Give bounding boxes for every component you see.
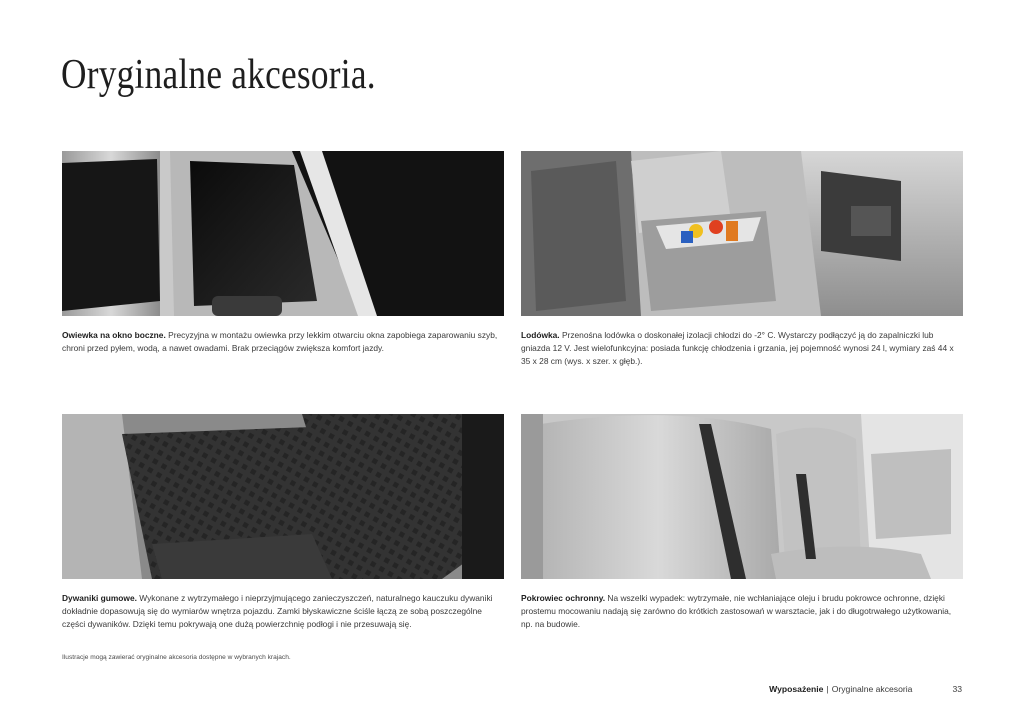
seat-covers-caption: [521, 592, 963, 631]
page-number: 33: [952, 684, 962, 694]
rubber-mats-heading: Dywaniki gumowe.: [62, 593, 137, 603]
window-deflector-text: Precyzyjna w montażu owiewka przy lekkim otwarciu okna zapobiega zaparowaniu szyb, chroni przed pyłem, wodą, a nawet owadami. Brak przeciągów zwiększa komfort jazdy.: [62, 330, 498, 353]
cool-box-text: Przenośna lodówka o doskonałej izolacji chłodzi do -2° C. Wystarczy podłączyć ją do zapalniczki lub gniazda 12 V. Jest wielofunkcyjna: posiada funkcję chłodzenia i grzania, jej pojemność wynosi 24 l, wymiary zaś 44 x 35 x 28 cm (wys. x szer. x głęb.).: [521, 330, 954, 366]
cool-box-heading: Lodówka.: [521, 330, 560, 340]
seat-covers-text: Na wszelki wypadek: wytrzymałe, nie wchłaniające oleju i brudu pokrowce ochronne, dzięki prostemu mocowaniu nadają się zarówno do krótkich zastosowań w warsztacie, jak i do długotrwałego użytkowania, np. na budowie.: [521, 593, 952, 629]
seat-covers-photo: [521, 414, 963, 579]
footer-separator: |: [826, 684, 829, 694]
rubber-mats-caption: [62, 592, 504, 631]
rubber-mats-photo: [62, 414, 504, 579]
window-deflector-heading: Owiewka na okno boczne.: [62, 330, 166, 340]
footer-section: Wyposażenie: [769, 684, 824, 694]
seat-covers-heading: Pokrowiec ochronny.: [521, 593, 606, 603]
cool-box-caption: [521, 329, 963, 368]
page-footer: [769, 684, 962, 694]
footnote: Ilustracje mogą zawierać oryginalne akcesoria dostępne w wybranych krajach.: [62, 654, 291, 661]
cool-box-photo: [521, 151, 963, 316]
page-title: Oryginalne akcesoria.: [61, 52, 376, 98]
rubber-mats-text: Wykonane z wytrzymałego i nieprzyjmującego zanieczyszczeń, naturalnego kauczuku dywaniki dokładnie dopasowują się do wymiarów wnętrza pojazdu. Zamki błyskawiczne ściśle łączą ze sobą poszczególne części dywaników. Dzięki temu pokrywają one dużą powierzchnię podłogi i nie przesuwają się.: [62, 593, 493, 629]
window-deflector-caption: [62, 329, 504, 355]
footer-subsection: Oryginalne akcesoria: [831, 684, 913, 694]
window-deflector-photo: [62, 151, 504, 316]
